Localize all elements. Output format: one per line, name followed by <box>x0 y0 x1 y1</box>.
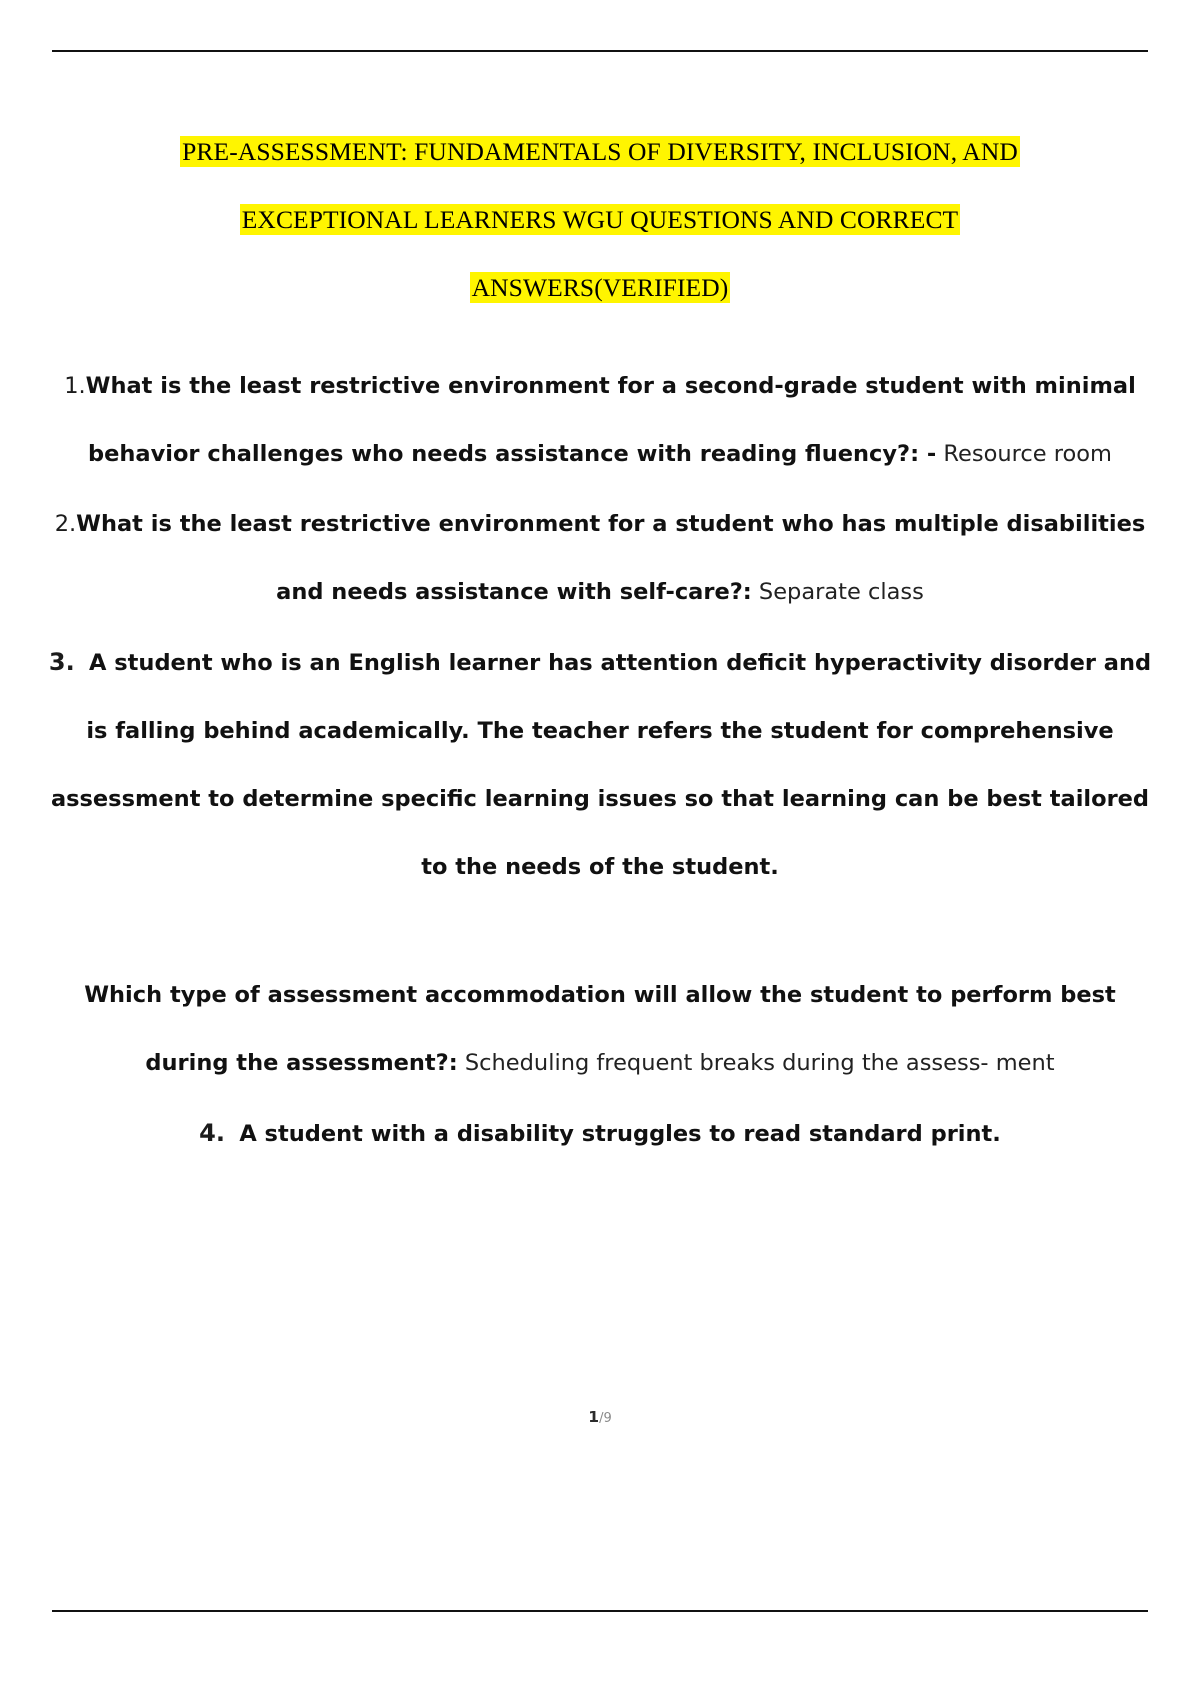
qa-item-3-question: A student who is an English learner has attention deficit hyperactivity disorder and is falling behind academically. The teacher refers the student for comprehensive assessment to determine specific learning issues so that learning can be best tailored to the needs of the student. <box>50 650 1152 880</box>
qa-item-3-number: 3. <box>48 648 75 676</box>
qa-item-1 <box>45 352 1155 488</box>
qa-item-3 <box>45 628 1155 901</box>
qa-item-4 <box>45 1099 1155 1168</box>
qa-item-2-question: What is the least restrictive environment for a student who has multiple disabilities and needs assistance with self-care?: <box>76 511 1146 605</box>
page-title <box>45 118 1155 322</box>
title-line-3: ANSWERS(VERIFIED) <box>471 273 729 302</box>
page-bottom-rule <box>52 1610 1148 1612</box>
qa-item-1-number: 1. <box>64 373 86 399</box>
footer-total-pages: 9 <box>603 1411 612 1426</box>
qa-item-3-continued <box>45 961 1155 1097</box>
qa-item-2 <box>45 490 1155 626</box>
page-footer <box>0 1408 1200 1426</box>
qa-item-4-number: 4. <box>199 1119 225 1147</box>
qa-item-2-number: 2. <box>54 511 77 537</box>
footer-current-page: 1 <box>588 1408 600 1426</box>
footer-separator: / <box>599 1411 604 1426</box>
title-line-2: EXCEPTIONAL LEARNERS WGU QUESTIONS AND CORRECT <box>241 205 959 234</box>
qa-item-3-followup-question: Which type of assessment accommodation will allow the student to perform best during the assessment?: <box>84 982 1116 1076</box>
qa-item-1-answer: Resource room <box>943 441 1112 467</box>
qa-item-1-question: What is the least restrictive environment for a second-grade student with minimal behavior challenges who needs assistance with reading fluency?: - <box>85 373 1136 467</box>
qa-item-3-followup-answer: Scheduling frequent breaks during the assess- ment <box>464 1050 1055 1076</box>
qa-item-2-answer: Separate class <box>758 579 924 605</box>
document-body <box>45 118 1155 1168</box>
title-line-1: PRE-ASSESSMENT: FUNDAMENTALS OF DIVERSITY, INCLUSION, AND <box>182 137 1018 166</box>
page-top-rule <box>52 50 1148 52</box>
qa-item-4-question: A student with a disability struggles to read standard print. <box>239 1121 1001 1147</box>
